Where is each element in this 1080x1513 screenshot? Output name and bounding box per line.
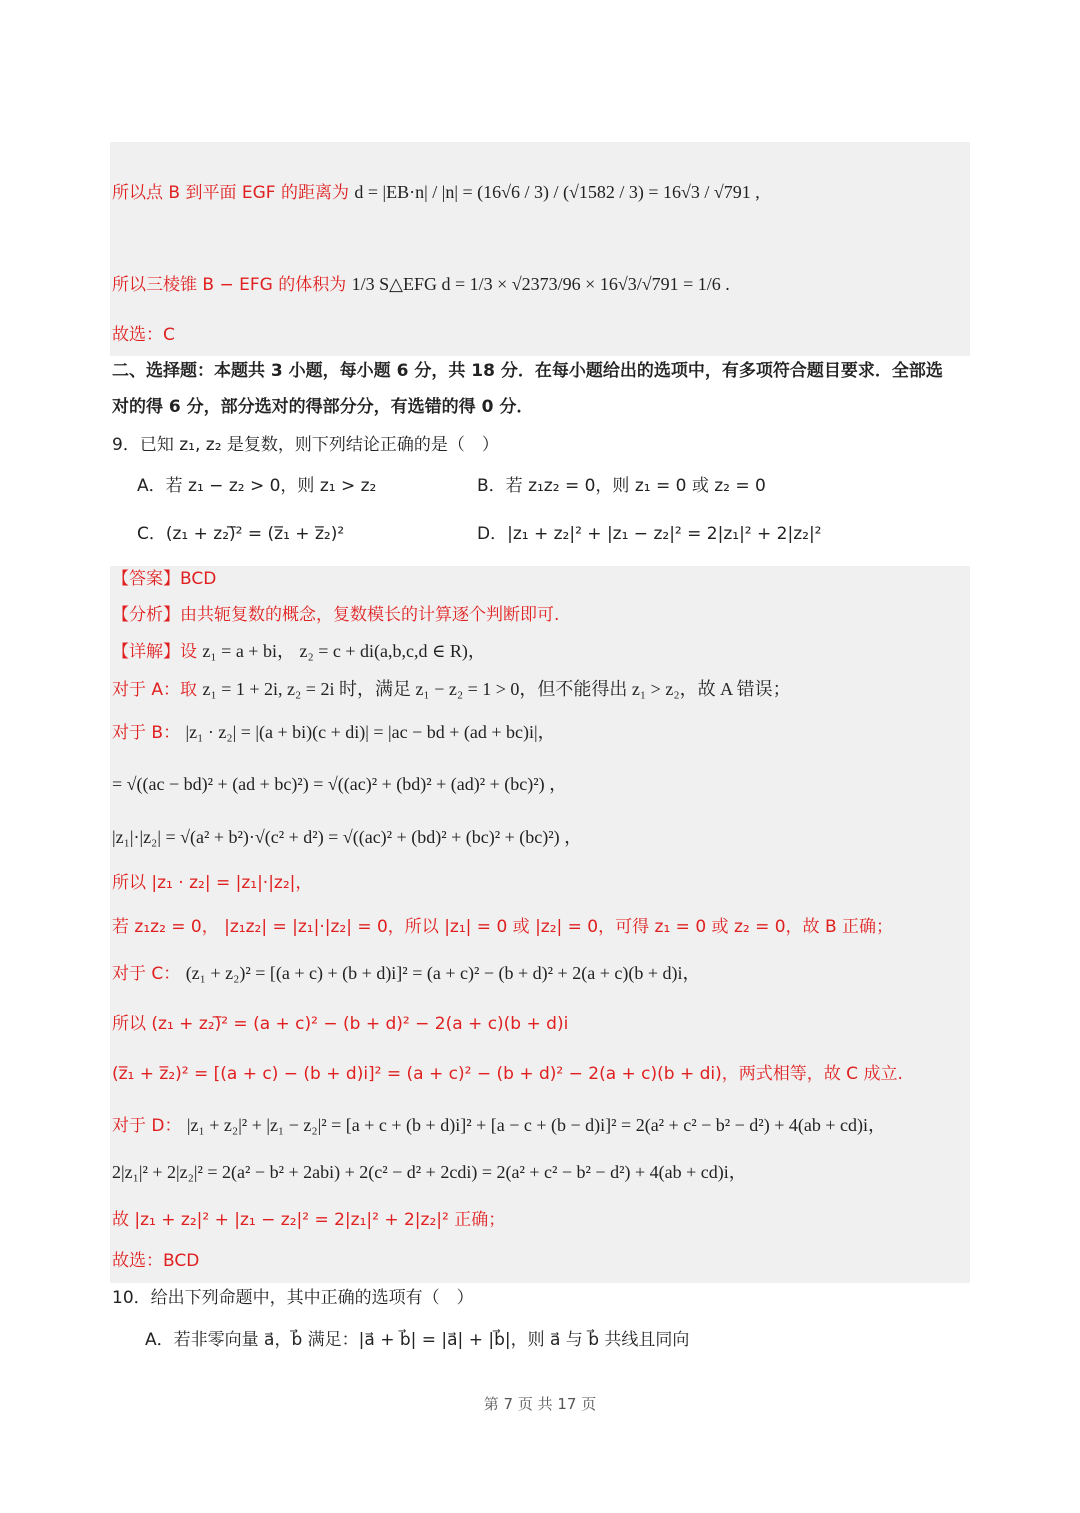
part-a-label: 对于 A：取: [112, 680, 198, 700]
detail-label: 【详解】设: [112, 642, 197, 662]
part-d-line3: 故 |z₁ + z₂|² + |z₁ − z₂|² = 2|z₁|² + 2|z₂|² 正确；: [112, 1210, 506, 1230]
distance-formula: d = |EB·n| / |n| = (16√6 / 3) / (√1582 / 3) = 16√3 / √791 ,: [354, 182, 760, 202]
part-d-formula: |z₁ + z₂|² + |z₁ − z₂|² = [a + c + (b + d)i]² + [a − c + (b − d)i]² = 2(a² + c² − b² − d²) + 4(ab + cd)i，: [186, 1115, 886, 1135]
part-b-formula: |z₁ · z₂| = |(a + bi)(c + di)| = |ac − bd + (ad + bc)i|，: [185, 722, 556, 742]
section-heading-line2: 对的得 6 分，部分选对的得部分分，有选错的得 0 分．: [112, 397, 534, 417]
distance-text: 所以点 B 到平面 EGF 的距离为: [112, 183, 349, 203]
part-c-label: 对于 C：: [112, 964, 181, 984]
prev-solution-block: [110, 142, 970, 356]
q10-stem: 10．给出下列命题中，其中正确的选项有（ ）: [112, 1288, 474, 1308]
q9-option-a: A．若 z₁ − z₂ > 0，则 z₁ > z₂: [137, 476, 377, 496]
q9-stem: 9．已知 z₁, z₂ 是复数，则下列结论正确的是（ ）: [112, 435, 499, 455]
q9-part-d: [112, 1113, 886, 1138]
part-b-label: 对于 B：: [112, 723, 181, 743]
q9-option-b: B．若 z₁z₂ = 0，则 z₁ = 0 或 z₂ = 0: [477, 476, 766, 496]
page-footer: 第 7 页 共 17 页: [483, 1395, 597, 1413]
q9-option-c: C．(z₁ + z₂)̅² = (z̅₁ + z̅₂)²: [137, 524, 345, 544]
detail-formula: z₁ = a + bi， z₂ = c + di(a,b,c,d ∈ R)，: [202, 641, 486, 661]
q9-part-b: [112, 720, 556, 745]
part-a-formula: z₁ = 1 + 2i, z₂ = 2i 时，满足 z₁ − z₂ = 1 > 0，但不能得出 z₁ > z₂，故 A 错误；: [202, 679, 791, 699]
part-b-line5: 若 z₁z₂ = 0， |z₁z₂| = |z₁|·|z₂| = 0，所以 |z₁| = 0 或 |z₂| = 0，可得 z₁ = 0 或 z₂ = 0，故 B 正确；: [112, 917, 894, 937]
part-b-line3: |z₁|·|z₂| = √(a² + b²)·√(c² + d²) = √((ac)² + (bd)² + (bc)² + (bc)²) ，: [112, 827, 583, 847]
volume-formula: 1/3 S△EFG d = 1/3 × √2373/96 × 16√3/√791 = 1/6 .: [351, 274, 730, 294]
prev-answer: 故选：C: [112, 325, 175, 345]
part-d-line2: 2|z₁|² + 2|z₂|² = 2(a² − b² + 2abi) + 2(c² − d² + 2cdi) = 2(a² + c² − b² − d²) + 4(ab + cd)i，: [112, 1162, 747, 1182]
q9-final-answer: 故选：BCD: [112, 1251, 200, 1271]
q9-option-d: D．|z₁ + z₂|² + |z₁ − z₂|² = 2|z₁|² + 2|z₂|²: [477, 524, 822, 544]
part-c-formula: (z₁ + z₂)² = [(a + c) + (b + d)i]² = (a + c)² − (b + d)² + 2(a + c)(b + d)i，: [185, 963, 701, 983]
q9-analysis: 【分析】由共轭复数的概念，复数模长的计算逐个判断即可.: [112, 605, 560, 625]
part-c-line3: (z̅₁ + z̅₂)² = [(a + c) − (b + d)i]² = (a + c)² − (b + d)² − 2(a + c)(b + di)，两式相等，故 C 成立.: [112, 1064, 903, 1084]
part-d-label: 对于 D：: [112, 1116, 182, 1136]
volume-line: [112, 272, 730, 297]
volume-text: 所以三棱锥 B − EFG 的体积为: [112, 275, 347, 295]
q9-answer: 【答案】BCD: [112, 569, 217, 589]
q9-part-c: [112, 961, 700, 986]
section-heading-line1: 二、选择题：本题共 3 小题，每小题 6 分，共 18 分．在每小题给出的选项中，有多项符合题目要求．全部选: [112, 361, 943, 381]
q9-detail: [112, 639, 486, 664]
distance-line: [112, 180, 760, 205]
q9-part-a: [112, 677, 791, 702]
part-b-line4: 所以 |z₁ · z₂| = |z₁|·|z₂|，: [112, 873, 313, 893]
q10-option-a: A．若非零向量 a⃗，b⃗ 满足：|a⃗ + b⃗| = |a⃗| + |b⃗|，则 a⃗ 与 b⃗ 共线且同向: [145, 1330, 690, 1350]
part-c-line2: 所以 (z₁ + z₂)̅² = (a + c)² − (b + d)² − 2(a + c)(b + d)i: [112, 1014, 569, 1034]
part-b-line2: = √((ac − bd)² + (ad + bc)²) = √((ac)² + (bd)² + (ad)² + (bc)²) ，: [112, 774, 568, 794]
